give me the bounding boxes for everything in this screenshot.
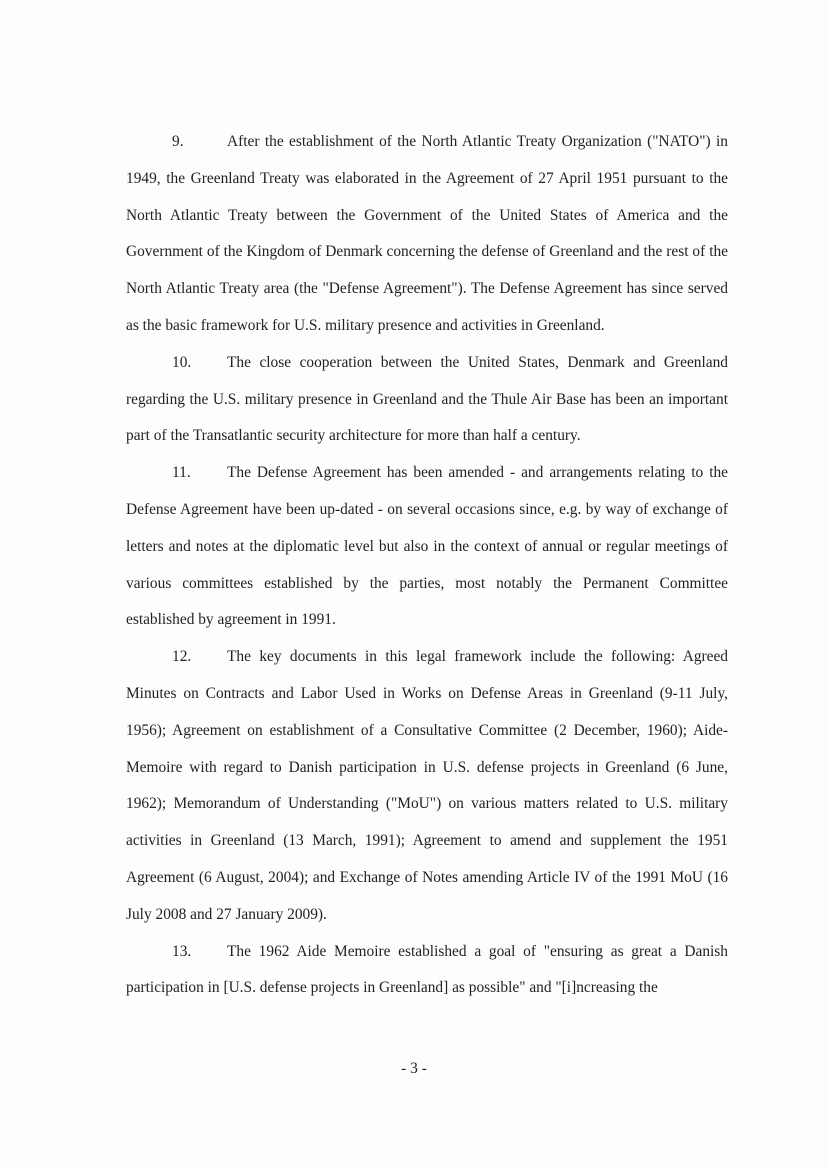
paragraph-text: The key documents in this legal framework include the following: Agreed Minutes on Contracts and Labor Used in Works on Defense Areas in Greenland (9-11 July, 1956); Agreement on establishment of a Consultative Committee (2 December, 1960); Aide-Memoire with regard to Danish participation in U.S. defense projects in Greenland (6 June, 1962); Memorandum of Understanding ("MoU") on various matters related to U.S. military activities in Greenland (13 March, 1991); Agreement to amend and supplement the 1951 Agreement (6 August, 2004); and Exchange of Notes amending Article IV of the 1991 MoU (16 July 2008 and 27 January 2009). — [126, 648, 728, 923]
paragraph-13 — [126, 934, 728, 1008]
paragraph-11 — [126, 455, 728, 639]
paragraph-text: The Defense Agreement has been amended - and arrangements relating to the Defense Agreement have been up-dated - on several occasions since, e.g. by way of exchange of letters and notes at the diplomatic level but also in the context of annual or regular meetings of various committees established by the parties, most notably the Permanent Committee established by agreement in 1991. — [126, 464, 728, 629]
paragraph-text: The 1962 Aide Memoire established a goal of "ensuring as great a Danish participation in [U.S. defense projects in Greenland] as possible" and "[i]ncreasing the — [126, 942, 728, 997]
paragraph-number: 13. — [172, 942, 192, 960]
paragraph-number: 11. — [172, 464, 191, 482]
paragraph-10 — [126, 345, 728, 455]
paragraph-9 — [126, 124, 728, 345]
paragraph-number: 9. — [172, 133, 184, 150]
document-body — [126, 124, 728, 1007]
paragraph-number: 12. — [172, 648, 192, 666]
paragraph-text: The close cooperation between the United States, Denmark and Greenland regarding the U.S. military presence in Greenland and the Thule Air Base has been an important part of the Transatlantic security architecture for more than half a century. — [126, 353, 728, 445]
paragraph-number: 10. — [172, 353, 192, 371]
paragraph-12 — [126, 639, 728, 933]
paragraph-text: After the establishment of the North Atlantic Treaty Organization ("NATO") in 1949, the Greenland Treaty was elaborated in the Agreement of 27 April 1951 pursuant to the North Atlantic Treaty between the Government of the United States of America and the Government of the Kingdom of Denmark concerning the defense of Greenland and the rest of the North Atlantic Treaty area (the "Defense Agreement"). The Defense Agreement has since served as the basic framework for U.S. military presence and activities in Greenland. — [126, 133, 728, 334]
page-number: - 3 - — [401, 1060, 427, 1077]
